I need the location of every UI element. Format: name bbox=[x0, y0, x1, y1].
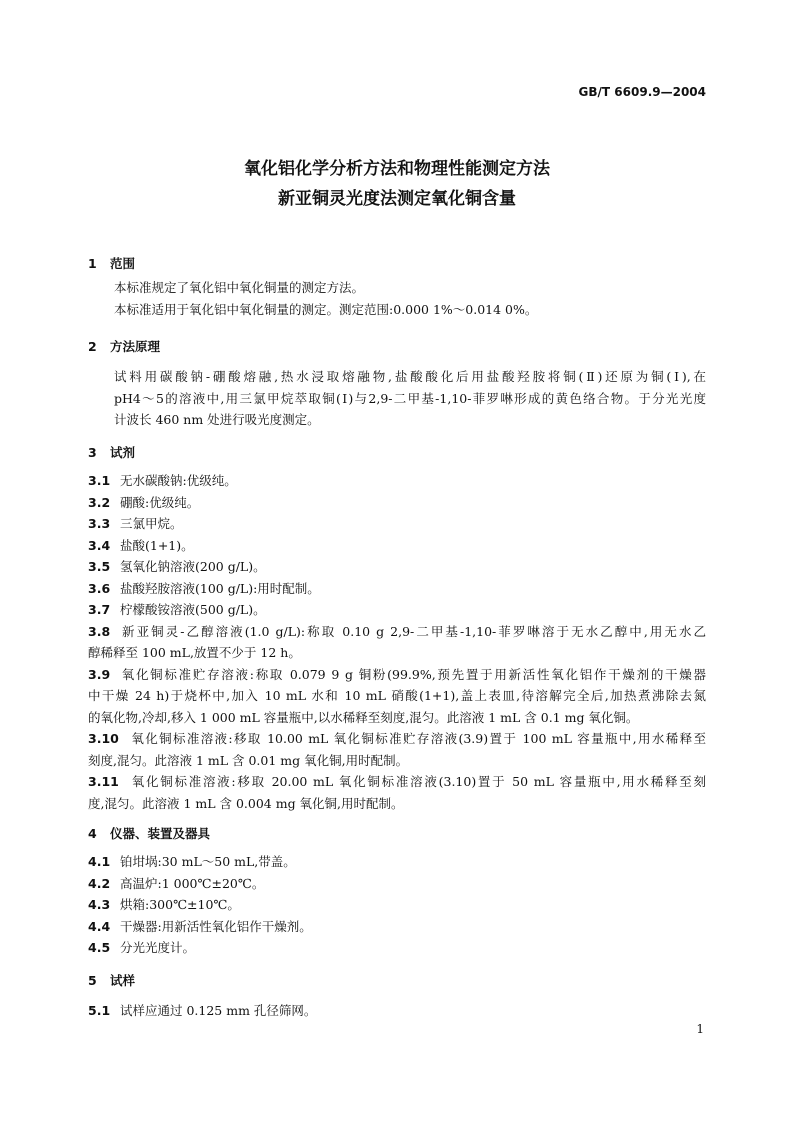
item-text: 盐酸(1+1)。 bbox=[120, 537, 194, 553]
text-line: 本标准规定了氧化铝中氧化铜量的测定方法。 bbox=[114, 280, 365, 295]
item-line bbox=[88, 621, 706, 643]
item-text: 三氯甲烷。 bbox=[120, 516, 183, 531]
item-text: 烘箱:300℃±10℃。 bbox=[120, 897, 240, 912]
item-text: 度,混匀。此溶液 1 mL 含 0.004 mg 氧化铜,用时配制。 bbox=[88, 795, 404, 811]
section-heading-3 bbox=[88, 443, 135, 461]
list-item bbox=[88, 873, 706, 895]
list-item bbox=[88, 556, 706, 578]
item-number: 3.8 bbox=[88, 623, 111, 639]
item-number: 3.6 bbox=[88, 580, 111, 596]
section-paragraph bbox=[88, 277, 706, 320]
section-heading-1 bbox=[88, 254, 135, 272]
item-line bbox=[88, 556, 706, 578]
list-item bbox=[88, 470, 706, 492]
item-number: 4.2 bbox=[88, 875, 111, 891]
list-item bbox=[88, 578, 706, 600]
list-item bbox=[88, 937, 706, 959]
item-list bbox=[88, 470, 706, 814]
list-item bbox=[88, 1000, 706, 1022]
item-number: 4.4 bbox=[88, 918, 111, 934]
item-number: 4.5 bbox=[88, 940, 111, 955]
item-line bbox=[88, 916, 706, 938]
item-text: 氧化铜标准溶液:移取 10.00 mL 氧化铜标准贮存溶液(3.9)置于 100 mL 容量瓶中,用水稀释至 bbox=[130, 731, 706, 746]
item-line bbox=[88, 685, 706, 707]
item-line bbox=[88, 664, 706, 686]
item-list bbox=[88, 851, 706, 959]
list-item bbox=[88, 728, 706, 771]
section-title: 范围 bbox=[110, 256, 136, 271]
item-number: 5.1 bbox=[88, 1003, 111, 1018]
item-text: 中干燥 24 h)于烧杯中,加入 10 mL 水和 10 mL 硝酸(1+1),盖上表皿,待溶解完全后,加热煮沸除去氮 bbox=[88, 688, 706, 703]
item-text: 硼酸:优级纯。 bbox=[120, 494, 200, 510]
text-line: pH4～5的溶液中,用三氯甲烷萃取铜(Ⅰ)与2,9-二甲基-1,10-菲罗啉形成的黄色络合物。于分光光度 bbox=[114, 390, 706, 406]
text-line: 计波长 460 nm 处进行吸光度测定。 bbox=[114, 412, 320, 427]
item-number: 3.9 bbox=[88, 666, 111, 682]
section-number: 1 bbox=[88, 256, 97, 271]
item-line bbox=[88, 793, 706, 815]
item-line bbox=[88, 599, 706, 621]
item-number: 4.3 bbox=[88, 897, 111, 912]
item-number: 3.4 bbox=[88, 537, 111, 553]
item-text: 醇稀释至 100 mL,放置不少于 12 h。 bbox=[88, 645, 301, 660]
section-paragraph bbox=[88, 366, 706, 431]
item-text: 氧化铜标准贮存溶液:称取 0.079 9 g 铜粉(99.9%,预先置于用新活性氧化铝作干燥剂的干燥器 bbox=[120, 666, 706, 682]
item-text: 氢氧化钠溶液(200 g/L)。 bbox=[120, 559, 266, 574]
item-line bbox=[88, 750, 706, 772]
list-item bbox=[88, 599, 706, 621]
list-item bbox=[88, 621, 706, 664]
item-text: 铂坩埚:30 mL～50 mL,带盖。 bbox=[120, 854, 296, 869]
item-number: 3.11 bbox=[88, 774, 119, 789]
text-line: 本标准适用于氧化铝中氧化铜量的测定。测定范围:0.000 1%～0.014 0%。 bbox=[114, 301, 538, 317]
item-text: 试样应通过 0.125 mm 孔径筛网。 bbox=[120, 1003, 317, 1018]
section-heading-5 bbox=[88, 971, 135, 989]
list-item bbox=[88, 916, 706, 938]
standard-number: GB/T 6609.9—2004 bbox=[578, 85, 706, 99]
item-line bbox=[88, 894, 706, 916]
item-line bbox=[88, 873, 706, 895]
section-heading-2 bbox=[88, 337, 160, 355]
section-title: 方法原理 bbox=[110, 339, 161, 354]
document-title-line2: 新亚铜灵光度法测定氧化铜含量 bbox=[278, 189, 516, 209]
item-line bbox=[88, 470, 706, 492]
section-number: 5 bbox=[88, 973, 97, 988]
list-item bbox=[88, 513, 706, 535]
section-title: 试样 bbox=[110, 973, 136, 988]
list-item bbox=[88, 894, 706, 916]
item-list bbox=[88, 1000, 706, 1022]
item-number: 3.1 bbox=[88, 473, 111, 488]
section-number: 4 bbox=[88, 826, 97, 841]
item-line bbox=[88, 535, 706, 557]
item-number: 4.1 bbox=[88, 854, 111, 869]
item-text: 盐酸羟胺溶液(100 g/L):用时配制。 bbox=[120, 580, 320, 596]
item-text: 氧化铜标准溶液:移取 20.00 mL 氧化铜标准溶液(3.10)置于 50 mL 容量瓶中,用水稀释至刻 bbox=[130, 774, 706, 789]
item-number: 3.7 bbox=[88, 602, 111, 617]
list-item bbox=[88, 771, 706, 814]
list-item bbox=[88, 492, 706, 514]
item-number: 3.5 bbox=[88, 559, 111, 574]
page-number: 1 bbox=[696, 1022, 704, 1036]
section-title: 仪器、装置及器具 bbox=[110, 826, 211, 841]
item-line bbox=[88, 707, 706, 729]
item-number: 3.10 bbox=[88, 731, 119, 746]
section-number: 3 bbox=[88, 445, 97, 460]
item-text: 柠檬酸铵溶液(500 g/L)。 bbox=[120, 602, 266, 617]
item-text: 刻度,混匀。此溶液 1 mL 含 0.01 mg 氧化铜,用时配制。 bbox=[88, 752, 409, 768]
item-text: 分光光度计。 bbox=[120, 940, 196, 955]
item-number: 3.3 bbox=[88, 516, 111, 531]
item-line bbox=[88, 851, 706, 873]
item-line bbox=[88, 1000, 706, 1022]
item-line bbox=[88, 642, 706, 664]
list-item bbox=[88, 851, 706, 873]
section-number: 2 bbox=[88, 339, 97, 354]
item-line bbox=[88, 728, 706, 750]
item-text: 新亚铜灵-乙醇溶液(1.0 g/L):称取 0.10 g 2,9-二甲基-1,10-菲罗啉溶于无水乙醇中,用无水乙 bbox=[120, 623, 706, 639]
item-line bbox=[88, 578, 706, 600]
item-text: 高温炉:1 000℃±20℃。 bbox=[120, 875, 265, 891]
section-title: 试剂 bbox=[110, 445, 136, 460]
item-text: 的氧化物,冷却,移入 1 000 mL 容量瓶中,以水稀释至刻度,混匀。此溶液 1 mL 含 0.1 mg 氧化铜。 bbox=[88, 709, 639, 725]
list-item bbox=[88, 535, 706, 557]
list-item bbox=[88, 664, 706, 729]
item-line bbox=[88, 937, 706, 959]
item-line bbox=[88, 513, 706, 535]
item-line bbox=[88, 771, 706, 793]
item-line bbox=[88, 492, 706, 514]
text-line: 试料用碳酸钠-硼酸熔融,热水浸取熔融物,盐酸酸化后用盐酸羟胺将铜(Ⅱ)还原为铜(Ⅰ),在 bbox=[114, 369, 706, 384]
item-text: 无水碳酸钠:优级纯。 bbox=[120, 473, 237, 488]
section-heading-4 bbox=[88, 824, 210, 842]
item-text: 干燥器:用新活性氧化铝作干燥剂。 bbox=[120, 918, 312, 934]
item-number: 3.2 bbox=[88, 494, 111, 510]
document-title-line1: 氧化铝化学分析方法和物理性能测定方法 bbox=[244, 159, 550, 179]
